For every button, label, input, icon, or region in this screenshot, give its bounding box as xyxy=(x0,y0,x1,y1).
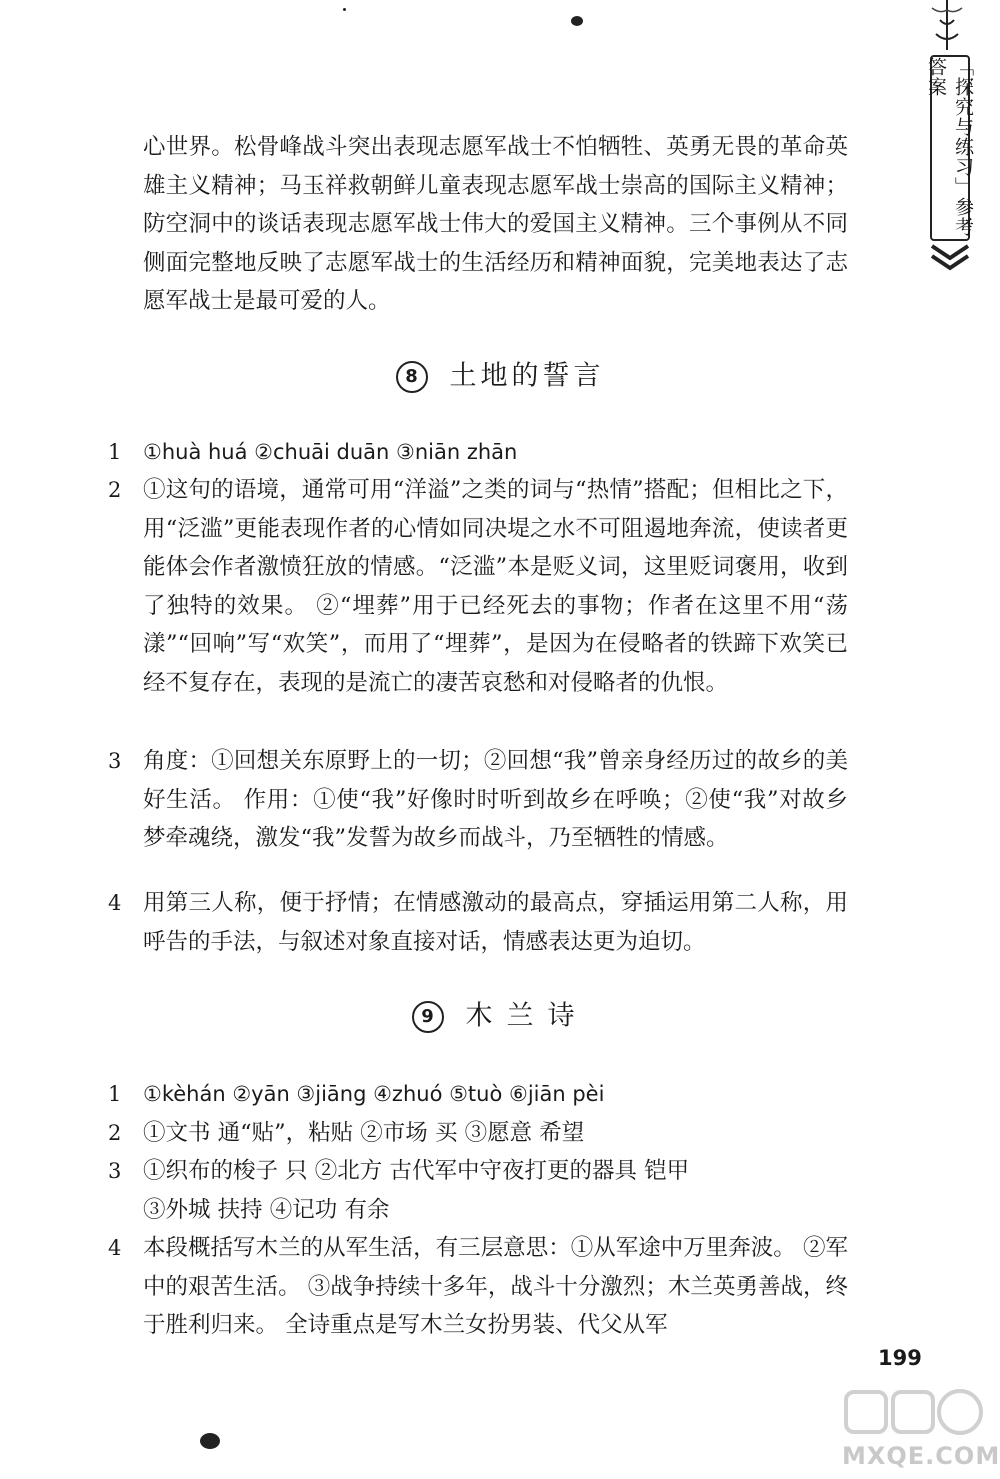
item-number: 4 xyxy=(108,891,122,915)
chevron-down-icon xyxy=(928,240,972,274)
item-number: 1 xyxy=(108,1082,122,1106)
scan-speck xyxy=(343,8,346,11)
item-text: ①文书 通“贴”，粘贴 ②市场 买 ③愿意 希望 xyxy=(143,1120,585,1146)
section-title-8 xyxy=(0,356,1000,396)
item-text-line: ③外城 扶持 ④记功 有余 xyxy=(143,1197,390,1223)
section-title-text: 土地的誓言 xyxy=(449,360,605,392)
section-number: 8 xyxy=(396,361,428,393)
item-text-line: ①织布的梭子 只 ②北方 古代军中守夜打更的器具 铠甲 xyxy=(143,1158,690,1184)
item-text: 角度：①回想关东原野上的一切；②回想“我”曾亲身经历过的故乡的美好生活。 作用：①使“我”好像时时听到故乡在呼唤；②使“我”对故乡梦牵魂绕，激发“我”发誓为故乡而战斗，乃至牺牲的情感。 xyxy=(143,748,848,852)
watermark-text: MXQE.COM xyxy=(842,1442,1000,1470)
item-number: 3 xyxy=(108,749,122,773)
item-text: 本段概括写木兰的从军生活，有三层意思：①从军途中万里奔波。 ②军中的艰苦生活。 ③战争持续十多年，战斗十分激烈；木兰英勇善战，终于胜利归来。 全诗重点是写木兰女扮男装、代父从军 xyxy=(143,1235,848,1339)
item-number: 2 xyxy=(108,1121,122,1145)
corner-ornament-icon xyxy=(922,0,972,55)
side-tab xyxy=(925,55,974,241)
section-title-9 xyxy=(0,996,1000,1036)
intro-paragraph: 心世界。松骨峰战斗突出表现志愿军战士不怕牺牲、英勇无畏的革命英雄主义精神；马玉祥救朝鲜儿童表现志愿军战士崇高的国际主义精神；防空洞中的谈话表现志愿军战士伟大的爱国主义精神。三个事例从不同侧面完整地反映了志愿军战士的生活经历和精神面貌，完美地表达了志愿军战士是最可爱的人。 xyxy=(143,134,848,315)
side-tab-label: 「探究与练习」参考答案 xyxy=(925,57,974,237)
page-number: 199 xyxy=(878,1346,922,1370)
item-text: ①huà huá ②chuāi duān ③niān zhān xyxy=(143,440,518,464)
item-number: 4 xyxy=(108,1236,122,1260)
item-number: 2 xyxy=(108,478,122,502)
section-number: 9 xyxy=(412,1001,444,1033)
item-text: ①kèhán ②yān ③jiāng ④zhuó ⑤tuò ⑥jiān pèi xyxy=(143,1082,605,1106)
item-number: 3 xyxy=(108,1159,122,1183)
item-text: ①这句的语境，通常可用“洋溢”之类的词与“热情”搭配；但相比之下，用“泛滥”更能表现作者的心情如同决堤之水不可阻遏地奔流，使读者更能体会作者激愤狂放的情感。“泛滥”本是贬义词，这里贬词褒用，收到了独特的效果。 ②“埋葬”用于已经死去的事物；作者在这里不用“荡漾”“回响”写“欢笑”，而用了“埋葬”，是因为在侵略者的铁蹄下欢笑已经不复存在，表现的是流亡的凄苦哀愁和对侵略者的仇恨。 xyxy=(143,477,848,696)
item-text: 用第三人称，便于抒情；在情感激动的最高点，穿插运用第二人称，用呼告的手法，与叙述对象直接对话，情感表达更为迫切。 xyxy=(143,890,848,955)
scan-speck xyxy=(200,1433,220,1449)
section-title-text: 木兰诗 xyxy=(465,1000,589,1032)
scan-speck xyxy=(571,16,583,26)
item-number: 1 xyxy=(108,440,122,464)
